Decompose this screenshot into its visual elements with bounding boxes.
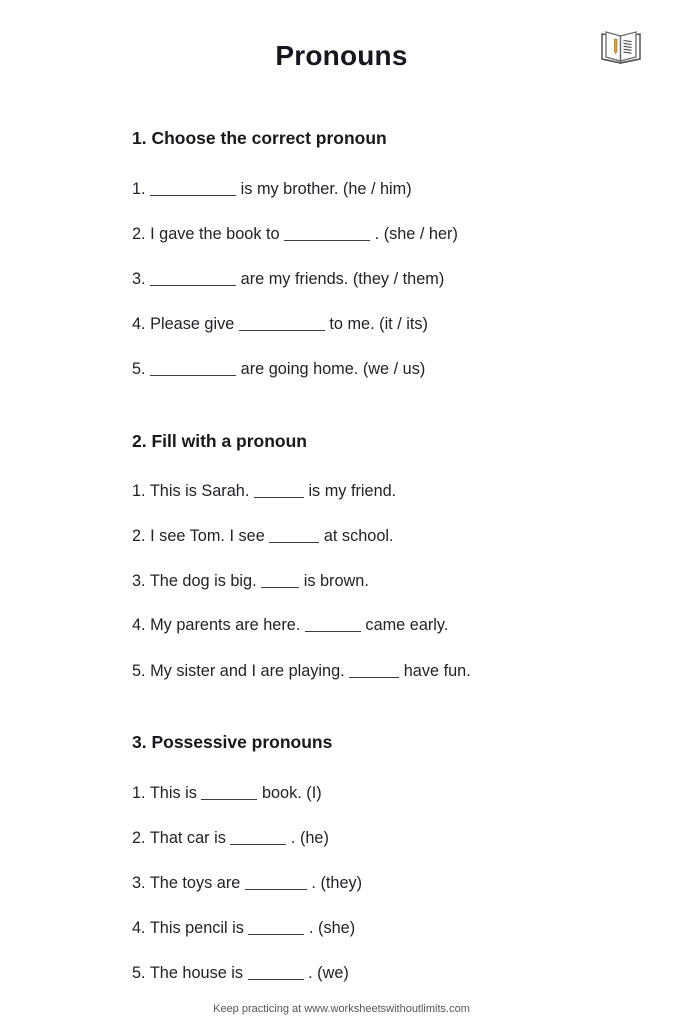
question-text-after: is my brother. (he / him) xyxy=(240,180,412,198)
question-number: 4. xyxy=(132,919,146,937)
question-text-before: This pencil is xyxy=(149,919,244,937)
answer-blank[interactable] xyxy=(248,966,304,980)
question-text-after: . (they) xyxy=(311,874,363,892)
footer-note: Keep practicing at www.worksheetswithoutlimits.com xyxy=(213,1003,470,1015)
answer-blank[interactable] xyxy=(269,529,319,543)
question-text-before: My parents are here. xyxy=(150,616,301,634)
page-title: Pronouns xyxy=(275,40,408,71)
question-number: 4. xyxy=(132,616,146,634)
question-row xyxy=(132,271,444,287)
question-text-after: . (she) xyxy=(309,919,356,937)
question-row xyxy=(132,181,412,197)
question-text-before: The house is xyxy=(149,964,244,982)
question-number: 1. xyxy=(132,784,146,802)
open-book-icon xyxy=(599,26,643,66)
answer-blank[interactable] xyxy=(150,362,236,376)
question-row xyxy=(132,573,369,589)
question-row xyxy=(132,316,428,332)
question-text-before: The toys are xyxy=(149,874,241,892)
question-text-after: at school. xyxy=(323,527,394,545)
question-text-before: I gave the book to xyxy=(150,225,280,243)
question-number: 1. xyxy=(132,180,146,198)
question-row xyxy=(132,528,394,544)
answer-blank[interactable] xyxy=(254,484,304,498)
question-number: 5. xyxy=(132,662,146,680)
question-number: 1. xyxy=(132,482,146,500)
question-row xyxy=(132,875,362,891)
answer-blank[interactable] xyxy=(261,574,299,588)
question-text-after: . (we) xyxy=(308,964,349,982)
answer-blank[interactable] xyxy=(248,921,304,935)
question-text-after: . (she / her) xyxy=(374,225,458,243)
question-text-after: is brown. xyxy=(303,572,369,590)
section-2-title: 2. Fill with a pronoun xyxy=(132,431,307,451)
question-number: 2. xyxy=(132,527,146,545)
question-text-after: to me. (it / its) xyxy=(329,315,428,333)
question-text-after: have fun. xyxy=(403,662,471,680)
answer-blank[interactable] xyxy=(150,182,236,196)
question-number: 3. xyxy=(132,572,146,590)
question-number: 2. xyxy=(132,829,146,847)
question-text-before: My sister and I are playing. xyxy=(150,662,345,680)
question-text-after: came early. xyxy=(365,616,449,634)
question-row xyxy=(132,663,471,679)
question-text-before: The dog is big. xyxy=(149,572,257,590)
answer-blank[interactable] xyxy=(201,786,257,800)
question-text-before: Please give xyxy=(150,315,235,333)
question-row xyxy=(132,617,448,633)
question-text-before: That car is xyxy=(149,829,226,847)
question-row xyxy=(132,226,458,242)
question-text-after: is my friend. xyxy=(308,482,397,500)
section-3-title: 3. Possessive pronouns xyxy=(132,732,333,752)
question-row xyxy=(132,785,322,801)
page-header xyxy=(0,0,683,92)
question-row xyxy=(132,361,425,377)
answer-blank[interactable] xyxy=(245,876,307,890)
question-text-after: book. (I) xyxy=(261,784,322,802)
question-number: 3. xyxy=(132,874,146,892)
question-text-after: are my friends. (they / them) xyxy=(240,270,445,288)
answer-blank[interactable] xyxy=(230,831,286,845)
answer-blank[interactable] xyxy=(239,317,325,331)
answer-blank[interactable] xyxy=(305,618,361,632)
question-number: 3. xyxy=(132,270,146,288)
question-row xyxy=(132,830,329,846)
section-1-title: 1. Choose the correct pronoun xyxy=(132,128,387,148)
question-row xyxy=(132,965,349,981)
answer-blank[interactable] xyxy=(349,664,399,678)
question-row xyxy=(132,483,396,499)
answer-blank[interactable] xyxy=(150,272,236,286)
question-number: 4. xyxy=(132,315,146,333)
question-row xyxy=(132,920,355,936)
question-text-before: This is Sarah. xyxy=(149,482,250,500)
question-number: 2. xyxy=(132,225,146,243)
question-text-before: This is xyxy=(149,784,197,802)
answer-blank[interactable] xyxy=(284,227,370,241)
question-text-before: I see Tom. I see xyxy=(150,527,265,545)
question-number: 5. xyxy=(132,360,146,378)
question-text-after: are going home. (we / us) xyxy=(240,360,426,378)
question-text-after: . (he) xyxy=(290,829,329,847)
question-number: 5. xyxy=(132,964,146,982)
